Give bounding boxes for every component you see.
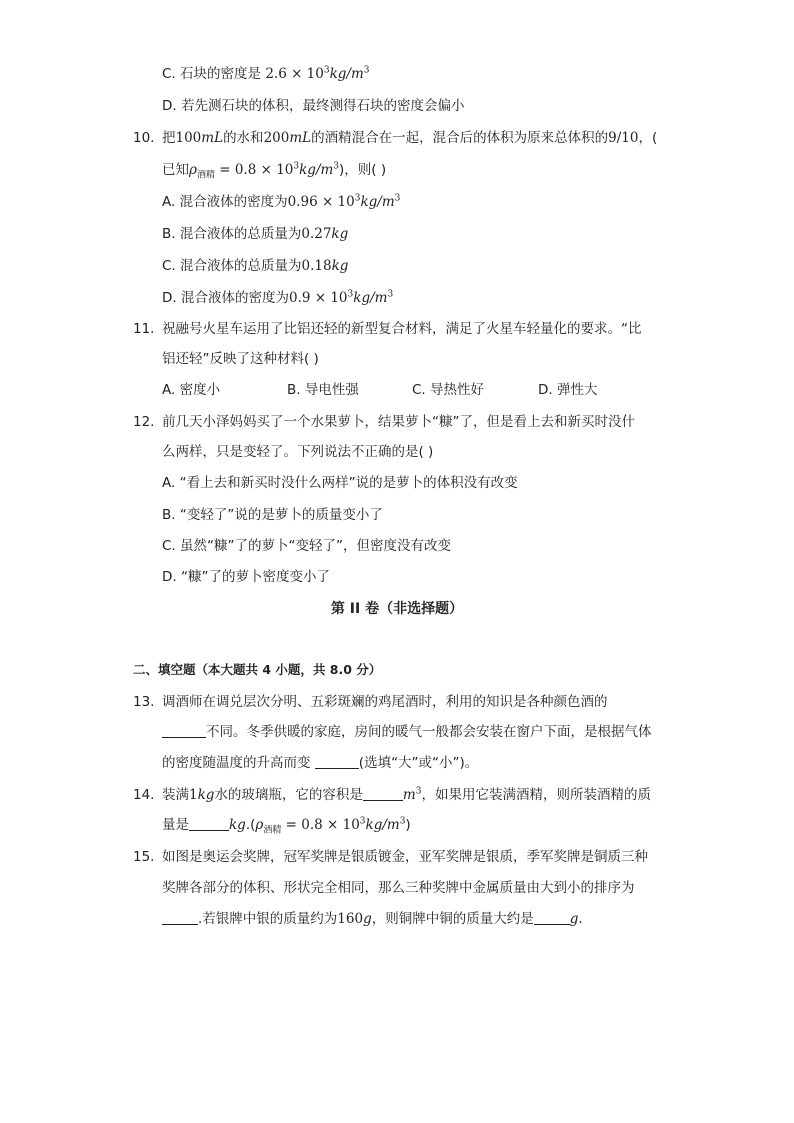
- q10-c-value: 0.18: [301, 258, 332, 274]
- q10-t4: ，(: [638, 130, 658, 146]
- q14-stem-line1: [162, 786, 651, 804]
- q10-d-value: 0.9 × 10: [288, 290, 348, 306]
- q14-rho-exp: 3: [359, 816, 366, 827]
- q15-stem-line1: 如图是奥运会奖牌，冠军奖牌是银质镀金，亚军奖牌是银质，季军奖牌是铜质三种: [162, 849, 648, 865]
- q12-option-b: B. “变轻了”说的是萝卜的质量变小了: [162, 507, 383, 523]
- q15-l3-u: g: [363, 911, 372, 927]
- q15-l3-t2: ，则铜牌中铜的质量大约是: [371, 911, 534, 927]
- q10-a-value: 0.96 × 10: [287, 194, 355, 210]
- q10-a-text: A. 混合液体的密度为: [162, 194, 288, 210]
- q9-c-unit-exp: 3: [363, 65, 370, 76]
- q14-t2: 水的玻璃瓶，它的容积是: [214, 787, 363, 803]
- q10-a-unit: kg/m: [360, 194, 395, 210]
- q10-v2: 200: [263, 130, 290, 146]
- q14-unit-exp: 3: [415, 786, 422, 797]
- q10-t1: 把: [162, 130, 176, 146]
- q14-v1: 1: [189, 787, 198, 803]
- q11-stem-line1: 祝融号火星车运用了比铝还轻的新型复合材料，满足了火星车轻量化的要求。“比: [162, 321, 642, 337]
- q13-stem-line3: [162, 754, 478, 772]
- q15-answer-blank-1[interactable]: [162, 912, 198, 925]
- q9-c-exp: 3: [323, 65, 330, 76]
- q10-t3: 的酒精混合在一起，混合后的体积为原来总体积的: [311, 130, 609, 146]
- q10-t2: 的水和: [223, 130, 264, 146]
- q10-stem-line2: [162, 161, 386, 179]
- q14-rho-sub: 酒精: [263, 825, 282, 836]
- q14-rho-unit-exp: 3: [399, 816, 406, 827]
- q10-v1: 100: [175, 130, 202, 146]
- q10-a-exp: 3: [354, 193, 361, 204]
- q15-l3-u2: g: [569, 911, 579, 927]
- q14-answer-blank-1[interactable]: [363, 788, 403, 801]
- q10-b-text: B. 混合液体的总质量为: [162, 226, 302, 242]
- q14-stem-line2: [162, 816, 411, 834]
- q10-d-unit: kg/m: [353, 290, 388, 306]
- q9-c-value: 2.6 × 10: [265, 66, 324, 82]
- q14-t1: 装满: [162, 787, 189, 803]
- q10-rho-unit: kg/m: [299, 162, 334, 178]
- q9-c-unit: kg/m: [329, 66, 364, 82]
- q10-d-exp: 3: [347, 289, 354, 300]
- q11-option-a: A. 密度小: [162, 382, 221, 398]
- q10-number: 10.: [133, 130, 155, 146]
- q11-option-b: B. 导电性强: [287, 382, 359, 398]
- q10-c-unit: kg: [331, 258, 349, 274]
- q12-option-a: A. “看上去和新买时没什么两样”说的是萝卜的体积没有改变: [162, 475, 518, 491]
- q14-answer-blank-2[interactable]: [189, 818, 229, 831]
- q10-u2: mL: [289, 130, 312, 146]
- q10-stem-line1: [162, 129, 657, 147]
- q15-l3-v: 160: [337, 911, 364, 927]
- q13-stem-line1: 调酒师在调兑层次分明、五彩斑斓的鸡尾酒时，利用的知识是各种颜色酒的: [162, 694, 608, 710]
- q10-ratio: 9/10: [608, 130, 639, 146]
- q14-rho-unit: kg/m: [365, 817, 400, 833]
- q10-u1: mL: [201, 130, 224, 146]
- q14-l2-close: ): [405, 817, 411, 833]
- q14-l2-t1: 量是: [162, 817, 189, 833]
- q10-b-value: 0.27: [301, 226, 332, 242]
- q13-stem-line2: [162, 723, 652, 741]
- q13-answer-blank-1[interactable]: [162, 725, 206, 738]
- q10-option-b: [162, 225, 348, 243]
- q12-stem-line2: 么两样，只是变轻了。下列说法不正确的是( ): [162, 444, 434, 460]
- q14-t3: ，如果用它装满酒精，则所装酒精的质: [421, 787, 651, 803]
- q9-c-text: C. 石块的密度是: [162, 66, 266, 82]
- q12-option-c: C. 虽然“糠”了的萝卜“变轻了”，但密度没有改变: [162, 538, 451, 554]
- q10-option-a: [162, 193, 400, 211]
- q14-unit-m: m: [402, 787, 416, 803]
- q14-l2-unit: kg: [229, 817, 246, 833]
- q15-number: 15.: [133, 849, 155, 865]
- q10-option-c: [162, 257, 348, 275]
- q10-l2-t1: 已知: [162, 162, 189, 178]
- q9-option-d: D. 若先测石块的体积，最终测得石块的密度会偏小: [162, 98, 465, 114]
- q15-answer-blank-2[interactable]: [534, 912, 570, 925]
- q9-option-c: [162, 65, 370, 83]
- q12-option-d: D. “糠”了的萝卜密度变小了: [162, 569, 330, 585]
- q11-option-c: C. 导热性好: [412, 382, 485, 398]
- section-title: 第 II 卷（非选择题）: [330, 601, 464, 617]
- q10-d-unit-exp: 3: [387, 289, 394, 300]
- q11-stem-line2: 铝还轻”反映了这种材料( ): [162, 351, 319, 367]
- q13-l3-tail: (选填“大”或“小”)。: [358, 755, 479, 771]
- q15-stem-line2: 奖牌各部分的体积、形状完全相同，那么三种奖牌中金属质量由大到小的排序为: [162, 880, 635, 896]
- q14-u1: kg: [197, 787, 215, 803]
- q10-l2-tail: )，则( ): [339, 162, 387, 178]
- q14-rho-eq: = 0.8 × 10: [281, 817, 360, 833]
- q10-rho: ρ: [189, 162, 197, 178]
- q12-number: 12.: [133, 414, 155, 430]
- q10-d-text: D. 混合液体的密度为: [162, 290, 289, 306]
- q13-l3-text: 的密度随温度的升高而变: [162, 755, 315, 771]
- q10-rho-eq: = 0.8 × 10: [214, 162, 294, 178]
- q15-l3-period: .: [578, 911, 583, 927]
- q14-number: 14.: [133, 787, 155, 803]
- q10-option-d: [162, 289, 393, 307]
- q15-l3-t1: .若银牌中银的质量约为: [198, 911, 338, 927]
- q10-a-unit-exp: 3: [394, 193, 401, 204]
- q11-number: 11.: [133, 321, 155, 337]
- q14-rho: ρ: [255, 817, 264, 833]
- part2-heading: 二、填空题（本大题共 4 小题，共 8.0 分）: [133, 662, 382, 677]
- q15-stem-line3: [162, 910, 583, 928]
- q13-answer-blank-2[interactable]: [315, 756, 359, 769]
- q10-c-text: C. 混合液体的总质量为: [162, 258, 302, 274]
- q10-b-unit: kg: [331, 226, 349, 242]
- q10-rho-sub: 酒精: [196, 170, 215, 181]
- q13-l2-text: 不同。冬季供暖的家庭，房间的暖气一般都会安装在窗户下面，是根据气体: [206, 724, 652, 740]
- q10-rho-exp: 3: [293, 161, 300, 172]
- q14-l2-t2: .(: [245, 817, 256, 833]
- q10-rho-unit-exp: 3: [333, 161, 340, 172]
- q13-number: 13.: [133, 694, 155, 710]
- q11-option-d: D. 弹性大: [538, 382, 598, 398]
- q12-stem-line1: 前几天小泽妈妈买了一个水果萝卜，结果萝卜“糠”了，但是看上去和新买时没什: [162, 414, 635, 430]
